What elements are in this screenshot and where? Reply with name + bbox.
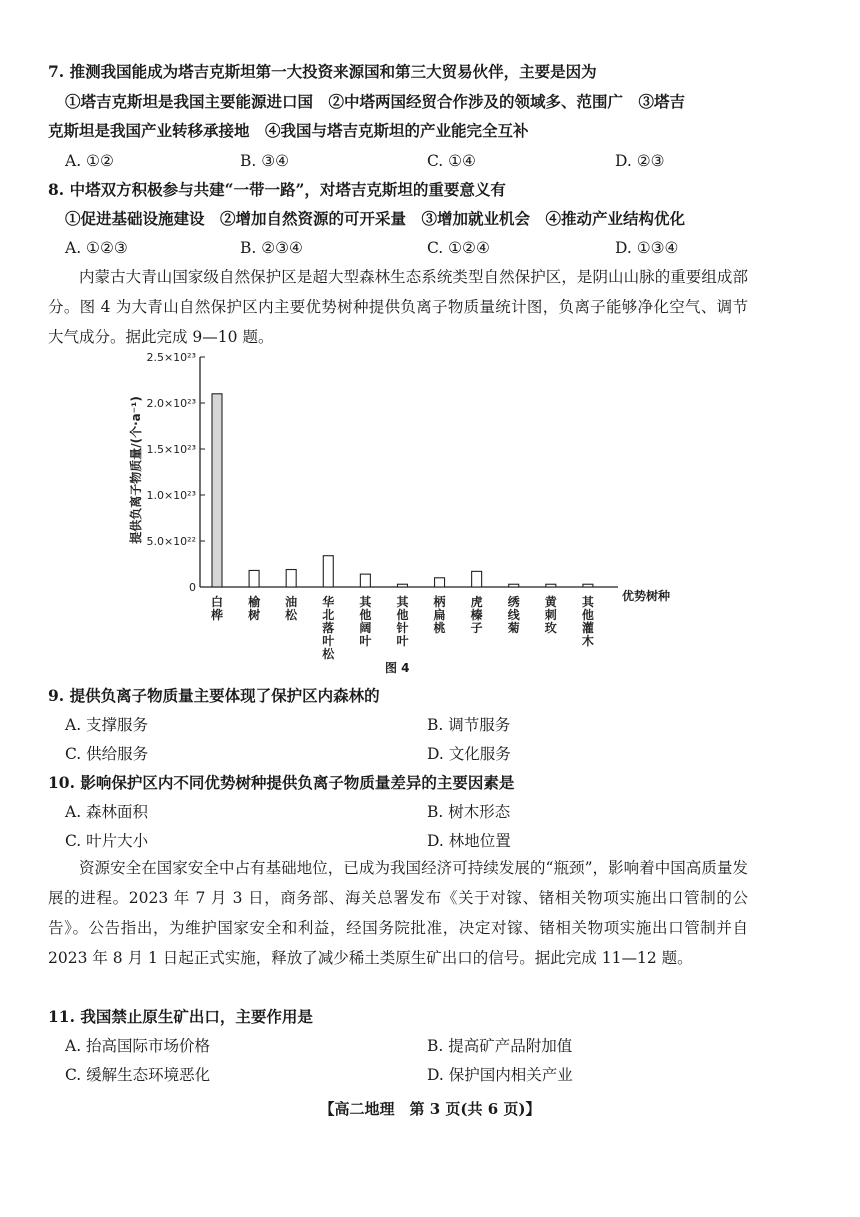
x-tick-label-char: 虎 <box>470 595 483 609</box>
q8-option-a: A. ①②③ <box>65 239 128 257</box>
q10-option-a: A. 森林面积 <box>65 803 149 821</box>
q11-option-d: D. 保护国内相关产业 <box>427 1066 573 1084</box>
q10-stem: 10. 影响保护区内不同优势树种提供负离子物质量差异的主要因素是 <box>48 773 515 792</box>
q7-option-d: D. ②③ <box>615 152 665 170</box>
bar <box>249 570 259 587</box>
bar <box>546 584 556 587</box>
page-footer: 【高二地理 第 3 页(共 6 页)】 <box>319 1100 541 1118</box>
x-tick-label-char: 桦 <box>210 608 224 622</box>
x-tick-label-char: 刺 <box>544 608 557 622</box>
figure-caption: 图 4 <box>385 661 410 675</box>
q9-option-c: C. 供给服务 <box>65 745 149 763</box>
bar <box>286 570 296 587</box>
bar <box>509 584 519 587</box>
x-tick-label-char: 阔 <box>359 621 372 635</box>
y-tick-label: 2.5×10²³ <box>146 351 196 364</box>
bar <box>435 578 445 587</box>
bar <box>472 571 482 587</box>
q11-option-c: C. 缓解生态环境恶化 <box>65 1066 211 1084</box>
y-tick-label: 1.0×10²³ <box>146 489 196 502</box>
x-tick-label-char: 其 <box>396 595 409 609</box>
y-axis-label: 提供负离子物质量/(个·a⁻¹) <box>129 396 143 544</box>
x-tick-label-char: 玫 <box>544 621 557 635</box>
x-tick-label-char: 松 <box>285 608 298 622</box>
bar <box>323 556 333 587</box>
q8-stem: 8. 中塔双方积极参与共建“一带一路”，对塔吉克斯坦的重要意义有 <box>48 180 506 199</box>
x-tick-label-char: 绣 <box>507 595 520 609</box>
x-tick-label-char: 叶 <box>359 634 372 648</box>
passage-da-qingshan: 内蒙古大青山国家级自然保护区是超大型森林生态系统类型自然保护区，是阴山山脉的重要组成部分。图 4 为大青山自然保护区内主要优势树种提供负离子物质量统计图，负离子能够净化空气、调节大气成分。据此完成 9—10 题。 <box>48 268 748 346</box>
x-tick-label-char: 他 <box>359 608 372 622</box>
x-tick-label-char: 木 <box>581 634 594 648</box>
bar <box>360 574 370 587</box>
x-tick-label-char: 其 <box>359 595 372 609</box>
x-tick-label-char: 他 <box>581 608 594 622</box>
passage-export-control: 资源安全在国家安全中占有基础地位，已成为我国经济可持续发展的“瓶颈”，影响着中国高质量发展的进程。2023 年 7 月 3 日，商务部、海关总署发布《关于对镓、锗相关物项实施出口管制的公告》。公告指出，为维护国家安全和利益，经国务院批准，决定对镓、锗相关物项实施出口管制并自 2023 年 8 月 1 日起正式实施，释放了减少稀土类原生矿出口的信号。据此完成 11—12 题。 <box>48 859 748 967</box>
x-tick-label-char: 白 <box>210 595 224 609</box>
q7-stem: 7. 推测我国能成为塔吉克斯坦第一大投资来源国和第三大贸易伙伴，主要是因为 <box>48 62 597 81</box>
x-tick-label-char: 菊 <box>507 621 520 635</box>
x-tick-label-char: 他 <box>396 608 409 622</box>
x-tick-label-char: 柄 <box>433 595 446 609</box>
q7-option-c: C. ①④ <box>427 152 476 170</box>
q10-option-c: C. 叶片大小 <box>65 832 149 850</box>
x-tick-label-char: 榆 <box>248 595 261 609</box>
q11-option-a: A. 抬高国际市场价格 <box>65 1037 211 1055</box>
y-tick-label: 1.5×10²³ <box>146 443 196 456</box>
q7-option-b: B. ③④ <box>240 152 290 170</box>
x-tick-label-char: 桃 <box>433 621 446 635</box>
q7-statements-line2: 克斯坦是我国产业转移承接地 ④我国与塔吉克斯坦的产业能完全互补 <box>48 121 529 140</box>
bar <box>212 394 222 587</box>
x-tick-label-char: 线 <box>507 608 520 622</box>
x-tick-label-char: 扁 <box>433 608 446 622</box>
x-tick-label-char: 北 <box>322 608 335 622</box>
x-tick-label-char: 松 <box>322 647 335 661</box>
q10-option-d: D. 林地位置 <box>427 832 511 850</box>
q11-stem: 11. 我国禁止原生矿出口，主要作用是 <box>48 1007 313 1026</box>
x-tick-label-char: 油 <box>285 595 298 609</box>
y-tick-label: 2.0×10²³ <box>146 397 196 410</box>
q7-statements-line1: ①塔吉克斯坦是我国主要能源进口国 ②中塔两国经贸合作涉及的领域多、范围广 ③塔吉 <box>65 92 686 111</box>
q11-option-b: B. 提高矿产品附加值 <box>427 1037 573 1055</box>
x-tick-label-char: 黄 <box>544 595 557 609</box>
x-axis-label: 优势树种 <box>622 589 671 603</box>
q9-option-d: D. 文化服务 <box>427 745 511 763</box>
q8-option-d: D. ①③④ <box>615 239 679 257</box>
q9-stem: 9. 提供负离子物质量主要体现了保护区内森林的 <box>48 686 380 705</box>
x-tick-label-char: 叶 <box>396 634 409 648</box>
bar <box>397 584 407 587</box>
x-tick-label-char: 针 <box>396 621 409 635</box>
bar <box>583 584 593 587</box>
q8-option-c: C. ①②④ <box>427 239 490 257</box>
y-tick-label: 0 <box>189 581 196 594</box>
x-tick-label-char: 树 <box>248 608 261 622</box>
q7-option-a: A. ①② <box>65 152 114 170</box>
x-tick-label-char: 华 <box>322 595 335 609</box>
x-tick-label-char: 子 <box>470 621 483 635</box>
q8-statements: ①促进基础设施建设 ②增加自然资源的可开采量 ③增加就业机会 ④推动产业结构优化 <box>65 209 686 228</box>
x-tick-label-char: 落 <box>322 621 335 635</box>
y-tick-label: 5.0×10²² <box>146 535 196 548</box>
q10-option-b: B. 树木形态 <box>427 803 511 821</box>
x-tick-label-char: 叶 <box>322 634 335 648</box>
q8-option-b: B. ②③④ <box>240 239 303 257</box>
x-tick-label-char: 灌 <box>581 621 594 635</box>
q9-option-b: B. 调节服务 <box>427 716 511 734</box>
x-tick-label-char: 其 <box>581 595 594 609</box>
q9-option-a: A. 支撑服务 <box>65 716 149 734</box>
x-tick-label-char: 榛 <box>470 608 483 622</box>
